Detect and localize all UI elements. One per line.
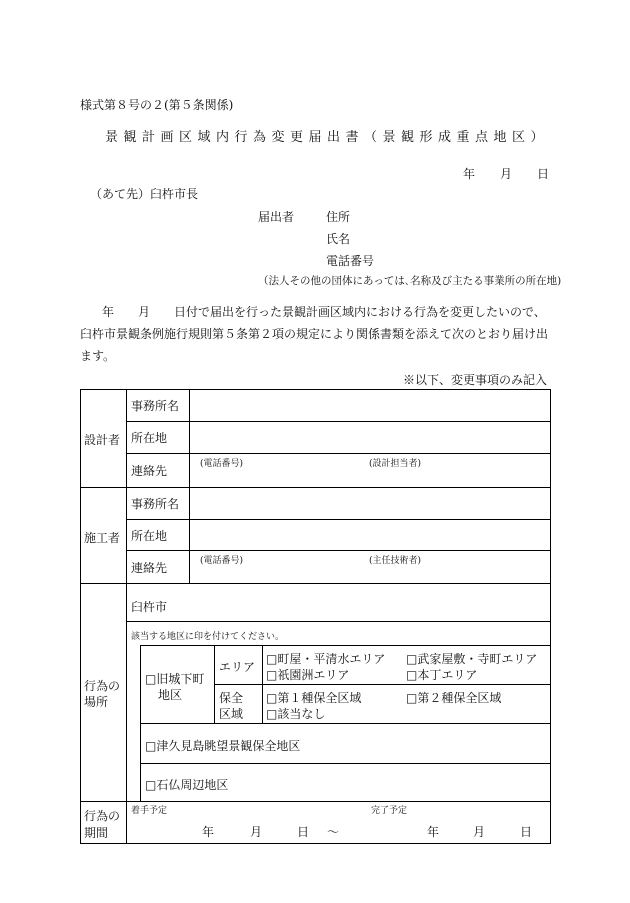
- designer-person-hint: (設計担当者): [369, 459, 422, 469]
- note-only-changes: ※以下、変更事項のみ記入: [403, 373, 548, 387]
- area-option-bukeyashiki[interactable]: □武家屋敷・寺町エリア: [406, 652, 538, 666]
- area-option-honcho[interactable]: □本丁エリア: [406, 668, 478, 682]
- notifier-label: 届出者: [258, 210, 295, 224]
- contractor-person-hint: (主任技術者): [369, 556, 422, 566]
- contractor-office-label: 事務所名: [131, 497, 180, 511]
- period-section-label-1: 行為の: [84, 809, 121, 823]
- date-year: 年: [463, 167, 476, 181]
- notifier-phone: 電話番号: [326, 254, 375, 268]
- conservation-option-2[interactable]: □第２種保全区域: [406, 691, 502, 705]
- notifier-note: （法人その他の団体にあっては､名称及び主たる事業所の所在地): [258, 275, 562, 287]
- conservation-option-none[interactable]: □該当なし: [266, 707, 326, 721]
- period-tilde: ～: [327, 825, 340, 839]
- contractor-contact-label: 連絡先: [131, 561, 168, 575]
- designer-section-label: 設計者: [84, 433, 121, 447]
- form-number: 様式第８号の２(第５条関係): [80, 98, 234, 112]
- sekibutsu-checkbox[interactable]: □石仏周辺地区: [145, 778, 229, 792]
- area-option-machiya[interactable]: □町屋・平清水エリア: [266, 652, 386, 666]
- page-title: 景観計画区域内行為変更届出書（景観形成重点地区）: [105, 130, 550, 145]
- designer-contact-label: 連絡先: [131, 464, 168, 478]
- old-town-checkbox-label-1[interactable]: □旧城下町: [145, 672, 205, 686]
- old-town-checkbox-label-2: 地区: [158, 688, 183, 702]
- designer-office-label: 事務所名: [131, 399, 180, 413]
- addressee: （あて先）臼杵市長: [90, 187, 199, 201]
- date-day: 日: [537, 167, 550, 181]
- notifier-name: 氏名: [326, 232, 351, 246]
- notifier-address: 住所: [326, 210, 351, 224]
- conservation-option-1[interactable]: □第１種保全区域: [266, 691, 362, 705]
- date-month: 月: [500, 167, 513, 181]
- contractor-location-label: 所在地: [131, 529, 168, 543]
- period-end-month: 月: [473, 825, 486, 839]
- period-end-label: 完了予定: [371, 806, 408, 816]
- place-section-label-2: 場所: [84, 695, 109, 709]
- contractor-phone-hint: (電話番号): [200, 556, 244, 566]
- period-start-day: 日: [297, 825, 310, 839]
- place-instruction: 該当する地区に印を付けてください。: [131, 632, 285, 642]
- period-start-year: 年: [202, 825, 215, 839]
- conservation-label-1: 保全: [219, 691, 244, 705]
- period-start-month: 月: [250, 825, 263, 839]
- designer-location-label: 所在地: [131, 431, 168, 445]
- area-option-gionsu[interactable]: □祇園洲エリア: [266, 668, 350, 682]
- place-city: 臼杵市: [131, 600, 168, 614]
- period-end-year: 年: [427, 825, 440, 839]
- period-end-day: 日: [520, 825, 533, 839]
- period-start-label: 着手予定: [131, 806, 168, 816]
- contractor-section-label: 施工者: [84, 531, 121, 545]
- body-text: 年 月 日付で届出を行った景観計画区域内における行為を変更したいので、臼杵市景観条例施行規則第５条第２項の規定により関係書類を添えて次のとおり届け出ます。: [80, 305, 549, 363]
- tsukumi-checkbox[interactable]: □津久見島眺望景観保全地区: [145, 739, 301, 753]
- designer-phone-hint: (電話番号): [200, 459, 244, 469]
- area-label: エリア: [219, 660, 256, 674]
- conservation-label-2: 区域: [219, 707, 244, 721]
- period-section-label-2: 期間: [84, 826, 109, 840]
- place-section-label-1: 行為の: [84, 679, 121, 693]
